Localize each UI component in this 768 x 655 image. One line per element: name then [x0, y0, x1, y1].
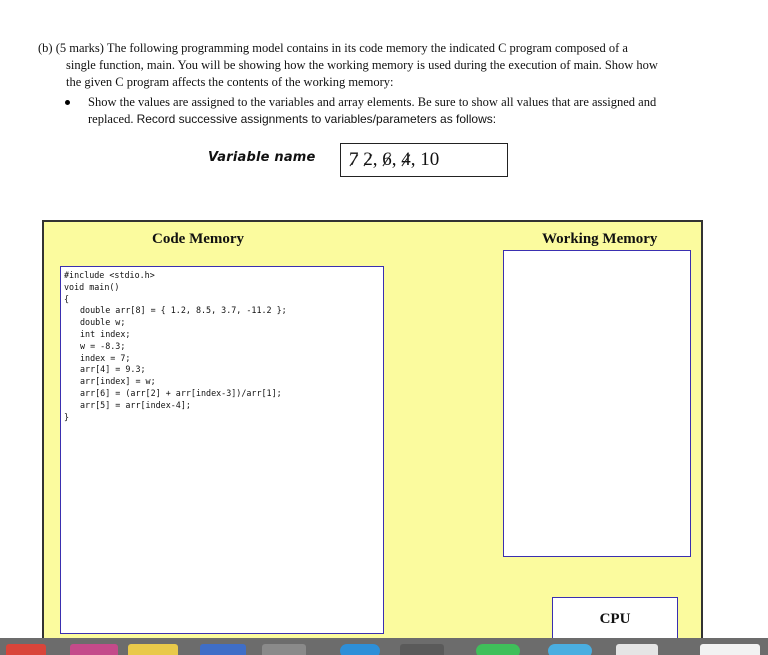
struck-value: 6 [382, 144, 392, 176]
code-line: void main() [64, 281, 120, 292]
app-icon[interactable] [340, 644, 380, 655]
question-text [38, 40, 718, 128]
code-line: arr[4] = 9.3; [80, 364, 146, 375]
app-icon[interactable] [700, 644, 760, 655]
app-icon[interactable] [70, 644, 118, 655]
app-icon[interactable] [400, 644, 444, 655]
current-value: 10 [420, 149, 440, 170]
bullet-icon [65, 100, 70, 105]
code-line: #include <stdio.h> [64, 270, 155, 280]
cpu-box: CPU [552, 597, 678, 641]
app-icon[interactable] [200, 644, 246, 655]
code-line: w = -8.3; [80, 340, 126, 351]
question-line-2: single function, main. You will be showing how the working memory is used during the execution of main. Show how [66, 58, 658, 72]
programming-model-panel [42, 220, 703, 640]
variable-name-label: Variable name [208, 150, 316, 165]
working-memory-title: Working Memory [542, 231, 658, 247]
app-icon[interactable] [616, 644, 658, 655]
code-line: double arr[8] = { 1.2, 8.5, 3.7, -11.2 }; [80, 305, 287, 316]
working-memory-box [503, 250, 691, 557]
code-line: index = 7; [80, 352, 131, 363]
struck-value: 4 [401, 144, 411, 176]
bullet-line-2-end: Record successive assignments to variables/parameters as follows: [136, 112, 497, 126]
app-icon[interactable] [548, 644, 592, 655]
bullet-line-2-start: replaced. [88, 112, 137, 126]
app-icon[interactable] [128, 644, 178, 655]
app-icon[interactable] [6, 644, 46, 655]
app-icon[interactable] [476, 644, 520, 655]
question-line-3: the given C program affects the contents of the working memory: [66, 75, 394, 89]
taskbar-dock [0, 638, 768, 655]
code-memory-box [60, 266, 384, 634]
bullet-line-1: Show the values are assigned to the variables and array elements. Be sure to show all values that are assigned and [88, 95, 657, 109]
code-line: int index; [80, 328, 131, 339]
question-line-1: (b) (5 marks) The following programming model contains in its code memory the indicated C program composed of a [38, 41, 628, 55]
code-line: double w; [80, 317, 126, 328]
struck-value: 2 [363, 144, 373, 176]
app-icon[interactable] [262, 644, 306, 655]
code-line: { [64, 293, 70, 304]
bullet-line-2 [38, 111, 718, 128]
code-line: arr[5] = arr[index-4]; [80, 399, 191, 410]
code-line: arr[index] = w; [80, 376, 156, 387]
variable-example-box: 7 2, 6, 4, 10 [340, 143, 508, 177]
code-memory-title: Code Memory [152, 231, 245, 247]
code-line: } [64, 411, 70, 422]
instruction-bullet [38, 94, 718, 128]
code-line: arr[6] = (arr[2] + arr[index-3])/arr[1]; [80, 387, 282, 398]
struck-value: 7 [349, 144, 359, 176]
